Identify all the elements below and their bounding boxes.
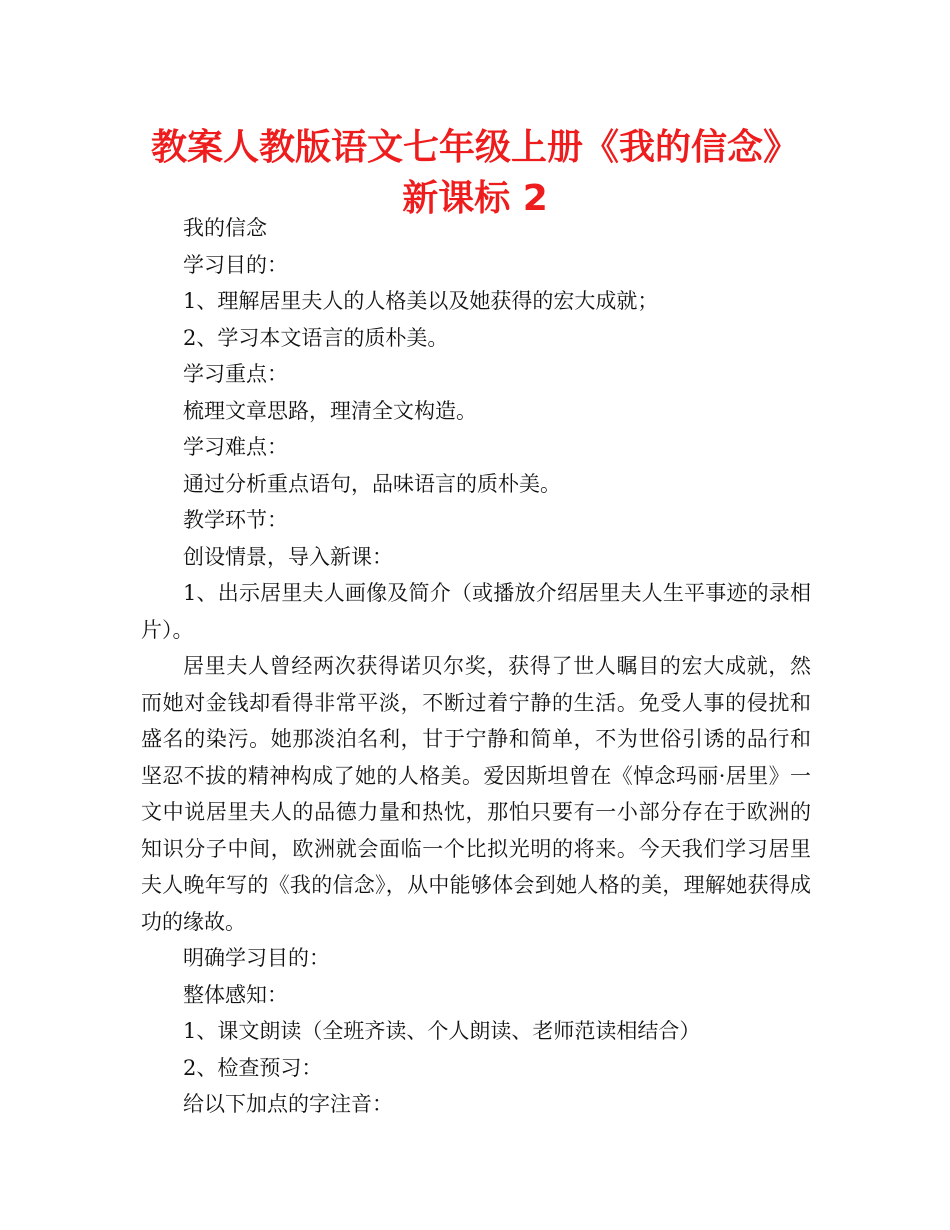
section-heading-difficulties: 学习难点： xyxy=(183,435,288,459)
procedure-step-heading: 明确学习目的： xyxy=(183,946,330,970)
procedure-item: 1、课文朗读（全班齐读、个人朗读、老师范读相结合） xyxy=(183,1019,701,1043)
section-heading-procedure: 教学环节： xyxy=(183,508,288,532)
title-line-1: 教案人教版语文七年级上册《我的信念》 xyxy=(150,127,799,168)
procedure-step-heading: 创设情景，导入新课： xyxy=(183,544,393,569)
section-heading-key-points: 学习重点： xyxy=(183,362,288,386)
document-body xyxy=(141,210,811,1123)
objective-item: 1、理解居里夫人的人格美以及她获得的宏大成就； xyxy=(183,289,659,313)
key-point-text: 梳理文章思路，理清全文构造。 xyxy=(183,398,477,423)
lesson-name: 我的信念 xyxy=(183,216,267,240)
title-line-2: 新课标 2 xyxy=(402,178,548,219)
procedure-item: 给以下加点的字注音： xyxy=(183,1092,393,1116)
procedure-step-heading: 整体感知： xyxy=(183,982,288,1007)
introduction-paragraph: 居里夫人曾经两次获得诺贝尔奖，获得了世人瞩目的宏大成就，然而她对金钱却看得非常平淡，不断过着宁静的生活。免受人事的侵扰和盛名的染污。她那淡泊名利，甘于宁静和简单，不为世俗引诱的品行和坚忍不拔的精神构成了她的人格美。爱因斯坦曾在《悼念玛丽·居里》一文中说居里夫人的品德力量和热忱，那怕只要有一小部分存在于欧洲的知识分子中间，欧洲就会面临一个比拟光明的将来。今天我们学习居里夫人晚年写的《我的信念》，从中能够体会到她人格的美，理解她获得成功的缘故。 xyxy=(141,654,811,934)
objective-item: 2、学习本文语言的质朴美。 xyxy=(183,325,449,350)
difficulty-text: 通过分析重点语句，品味语言的质朴美。 xyxy=(183,471,561,496)
procedure-item: 2、检查预习： xyxy=(183,1055,323,1080)
procedure-item: 1、出示居里夫人画像及简介（或播放介绍居里夫人生平事迹的录相片）。 xyxy=(141,581,811,642)
document-title xyxy=(140,122,810,224)
section-heading-objectives: 学习目的： xyxy=(183,252,288,277)
